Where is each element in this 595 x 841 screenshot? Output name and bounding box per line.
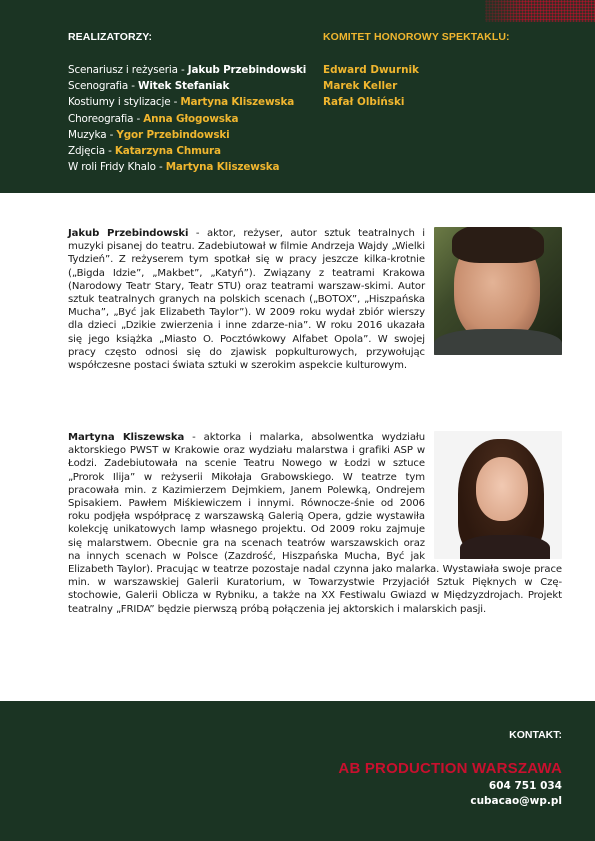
bio-name: Jakub Przebindowski [68, 228, 189, 239]
crew-section [68, 31, 328, 175]
contact-phone[interactable]: 604 751 034 [488, 780, 562, 792]
honorary-member: Rafał Olbiński [323, 96, 405, 109]
honorary-member: Marek Keller [323, 80, 398, 93]
contact-heading: KONTAKT: [509, 729, 562, 741]
honorary-committee [323, 31, 563, 111]
contact-email[interactable]: cubacao@wp.pl [470, 795, 562, 807]
crew-line: Zdjęcia - Katarzyna Chmura [68, 145, 221, 158]
crew-heading: REALIZATORZY: [68, 31, 153, 43]
bio-jakub-przebindowski [68, 227, 562, 372]
crew-line: Choreografia - Anna Głogowska [68, 112, 239, 125]
crew-line: Scenografia - Witek Stefaniak [68, 80, 230, 93]
portrait-photo [434, 431, 562, 559]
company-name: AB PRODUCTION WARSZAWA [338, 760, 562, 777]
bio-text: - aktor, reżyser, autor sztuk teatralnych i muzyki pisanej do teatru. Zadebiutował w filmie Andrzeja Wajdy „Wielki Tydzień”. Z reżyserem tym spotkał się w pracy jeszcze kilka-krotnie („Bigda Idzie”, „Makbet”, „Katyń”). Związany z teatrami Krakowa (Narodowy Teatr Stary, Teatr STU) oraz teatrami warszaw-skimi. Autor sztuk teatralnych granych na polskich scenach („BOTOX”, „Hiszpańska Mucha”, „Być jak Elizabeth Taylor”). W 2009 roku wydał zbiór wierszy dla dzieci „Dzikie zwierzenia i inne zdarze-nia”. W roku 2016 ukazała się jego książka „Miasto O. Pocztówkowy Alfabet Opola”. W swojej pracy często odnosi się do zjawisk popkulturowych, przywołując współczesne postaci świata sztuki w szerokim aspekcie kulturowym. [68, 228, 425, 372]
crew-line: Scenariusz i reżyseria - Jakub Przebindowski [68, 64, 307, 76]
bio-text: - aktorka i malarka, absolwentka wydziału aktorskiego PWST w Krakowie oraz wydziału malarstwa i grafiki ASP w Łodzi. Zadebiutowała na scenie Teatru Nowego w Łodzi w sztuce „Prorok Ilija” w reżyserii Mikołaja Grabowskiego. W teatrze tym pracowała min. z Kazimierzem Dejmkiem, Janem Polewką, Ondrejem Spisakiem. Pawłem Miśkiewiczem i innymi. Równocze-śnie od 2006 roku podjęła współpracę z warszawską Galerią Opera, gdzie wystawiła kolekcję unikatowych lamp własnego projektu. Od 2009 roku zajmuje się malarstwem. Obecnie gra na scenach teatrów warszawskich oraz na innych scenach w Polsce (Zazdrość, Hiszpańska Mucha, Być jak Elizabeth Taylor). Pracując w teatrze pozostaje nadal czynna jako malarka. Wystawiała swoje prace min. w warszawskiej Galerii Kuratorium, w Towarzystwie Przyjaciół Sztuk Pięknych w Czę-stochowie, Galerii Oblicza w Rybniku, a także na XX Festiwalu Gwiazd w Międzyzdrojach. Projekt teatralny „FRIDA” będzie pierwszą próbą połączenia jej aktorskich i malarskich pasji. [68, 432, 562, 615]
honorary-list [323, 62, 563, 111]
bio-name: Martyna Kliszewska [68, 432, 185, 443]
credits-band [0, 0, 595, 193]
crew-list [68, 62, 328, 175]
honorary-member: Edward Dwurnik [323, 64, 419, 76]
crew-line: Muzyka - Ygor Przebindowski [68, 128, 230, 141]
contact-band [0, 701, 595, 841]
honorary-heading: KOMITET HONOROWY SPEKTAKLU: [323, 31, 510, 43]
crew-line: W roli Fridy Khalo - Martyna Kliszewska [68, 161, 280, 174]
crew-line: Kostiumy i stylizacje - Martyna Kliszewska [68, 96, 295, 109]
portrait-photo [434, 227, 562, 355]
bio-martyna-kliszewska [68, 431, 562, 616]
